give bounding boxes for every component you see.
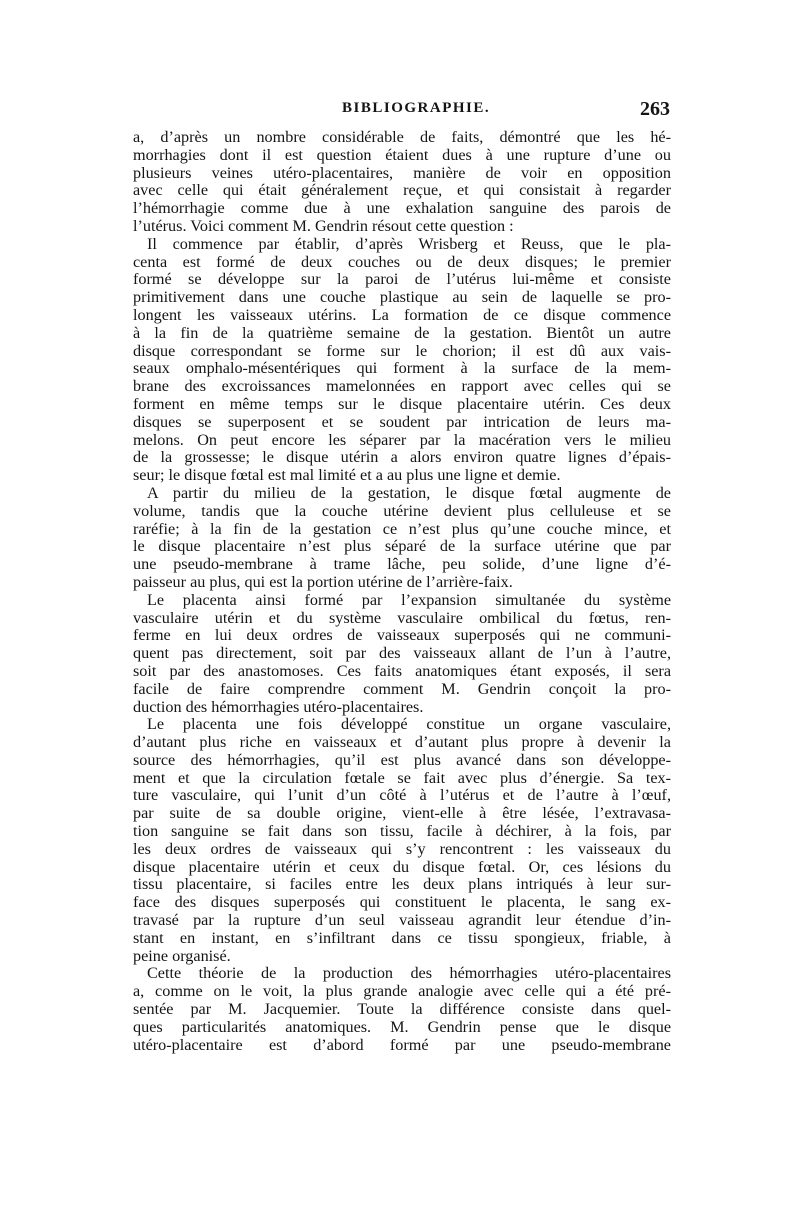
text-line: de la grossesse; le disque utérin a alors environ quatre lignes d’épais- [133, 449, 671, 467]
text-line: melons. On peut encore les séparer par la macération vers le milieu [133, 431, 671, 449]
text-line: vasculaire utérin et du système vasculaire ombilical du fœtus, ren- [133, 609, 671, 627]
text-line: a, comme on le voit, la plus grande analogie avec celle qui a été pré- [133, 983, 671, 1001]
text-line: l’utérus. Voici comment M. Gendrin résout cette question : [133, 217, 514, 235]
text-line: d’autant plus riche en vaisseaux et d’autant plus propre à devenir la [133, 734, 671, 752]
text-line: Cette théorie de la production des hémorrhagies utéro-placentaires [147, 965, 671, 983]
text-line: Il commence par établir, d’après Wrisberg et Reuss, que le pla- [147, 235, 671, 253]
text-line: duction des hémorrhagies utéro-placentaires. [133, 698, 424, 716]
text-line: à la fin de la quatrième semaine de la gestation. Bientôt un autre [133, 324, 671, 342]
text-line: raréfie; à la fin de la gestation ce n’est plus qu’une couche mince, et [133, 520, 671, 538]
page-header [136, 98, 670, 128]
text-line: volume, tandis que la couche utérine devient plus celluleuse et se [133, 502, 671, 520]
text-line: ques particularités anatomiques. M. Gendrin pense que le disque [133, 1018, 671, 1036]
text-line: soit par des anastomoses. Ces faits anatomiques étant exposés, il sera [133, 662, 671, 680]
text-line: paisseur au plus, qui est la portion utérine de l’arrière-faix. [133, 573, 513, 591]
text-line: seur; le disque fœtal est mal limité et a au plus une ligne et demie. [133, 467, 561, 485]
text-line: plusieurs veines utéro-placentaires, manière de voir en opposition [133, 164, 671, 182]
text-line: travasé par la rupture d’un seul vaisseau agrandit leur étendue d’in- [133, 912, 671, 930]
text-line: utéro-placentaire est d’abord formé par une pseudo-membrane [133, 1036, 671, 1054]
text-line: forment en même temps sur le disque placentaire utérin. Ces deux [133, 395, 671, 413]
text-line: par suite de sa double origine, vient-elle à être lésée, l’extravasa- [133, 805, 671, 823]
text-line: a, d’après un nombre considérable de faits, démontré que les hé- [133, 129, 671, 146]
text-line: ferme en lui deux ordres de vaisseaux superposés qui ne communi- [133, 627, 671, 645]
text-line: formé se développe sur la paroi de l’utérus lui-même et consiste [133, 271, 671, 289]
text-line: tissu placentaire, si faciles entre les deux plans intriqués à leur sur- [133, 876, 671, 894]
page-number: 263 [640, 98, 670, 120]
text-line: disque correspondant se forme sur le chorion; il est dû aux vais- [133, 342, 671, 360]
text-line: les deux ordres de vaisseaux qui s’y rencontrent : les vaisseaux du [133, 840, 671, 858]
text-line: disques se superposent et se soudent par intrication de leurs ma- [133, 413, 671, 431]
text-line: primitivement dans une couche plastique au sein de laquelle se pro- [133, 289, 671, 307]
text-line: stant en instant, en s’infiltrant dans ce tissu spongieux, friable, à [133, 929, 671, 947]
text-line: Le placenta ainsi formé par l’expansion simultanée du système [147, 591, 671, 609]
text-line: disque placentaire utérin et ceux du disque fœtal. Or, ces lésions du [133, 858, 671, 876]
text-line: l’hémorrhagie comme due à une exhalation sanguine des parois de [133, 200, 671, 218]
body-text [133, 129, 671, 1054]
running-title: BIBLIOGRAPHIE. [342, 100, 491, 116]
text-line: sentée par M. Jacquemier. Toute la différence consiste dans quel- [133, 1001, 671, 1019]
text-line: centa est formé de deux couches ou de deux disques; le premier [133, 253, 671, 271]
text-line: peine organisé. [133, 947, 231, 965]
text-line: une pseudo-membrane à trame lâche, peu solide, d’une ligne d’é- [133, 556, 671, 574]
text-line: tion sanguine se fait dans son tissu, facile à déchirer, à la fois, par [133, 823, 671, 841]
text-line: facile de faire comprendre comment M. Gendrin conçoit la pro- [133, 680, 671, 698]
text-line: ment et que la circulation fœtale se fait avec plus d’énergie. Sa tex- [133, 769, 671, 787]
text-line: le disque placentaire n’est plus séparé de la surface utérine que par [133, 538, 671, 556]
text-line: source des hémorrhagies, qu’il est plus avancé dans son développe- [133, 751, 671, 769]
text-line: face des disques superposés qui constituent le placenta, le sang ex- [133, 894, 671, 912]
text-line: ture vasculaire, qui l’unit d’un côté à l’utérus et de l’autre à l’œuf, [133, 787, 671, 805]
text-line: brane des excroissances mamelonnées en rapport avec celles qui se [133, 378, 671, 396]
text-line: avec celle qui était généralement reçue, et qui consistait à regarder [133, 182, 671, 200]
text-line: Le placenta une fois développé constitue un organe vasculaire, [147, 716, 671, 734]
text-line: quent pas directement, soit par des vaisseaux allant de l’un à l’autre, [133, 645, 671, 663]
text-line: A partir du milieu de la gestation, le disque fœtal augmente de [147, 484, 671, 502]
text-line: morrhagies dont il est question étaient dues à une rupture d’une ou [133, 146, 671, 164]
text-line: seaux omphalo-mésentériques qui forment à la surface de la mem- [133, 360, 671, 378]
text-line: longent les vaisseaux utérins. La formation de ce disque commence [133, 306, 671, 324]
